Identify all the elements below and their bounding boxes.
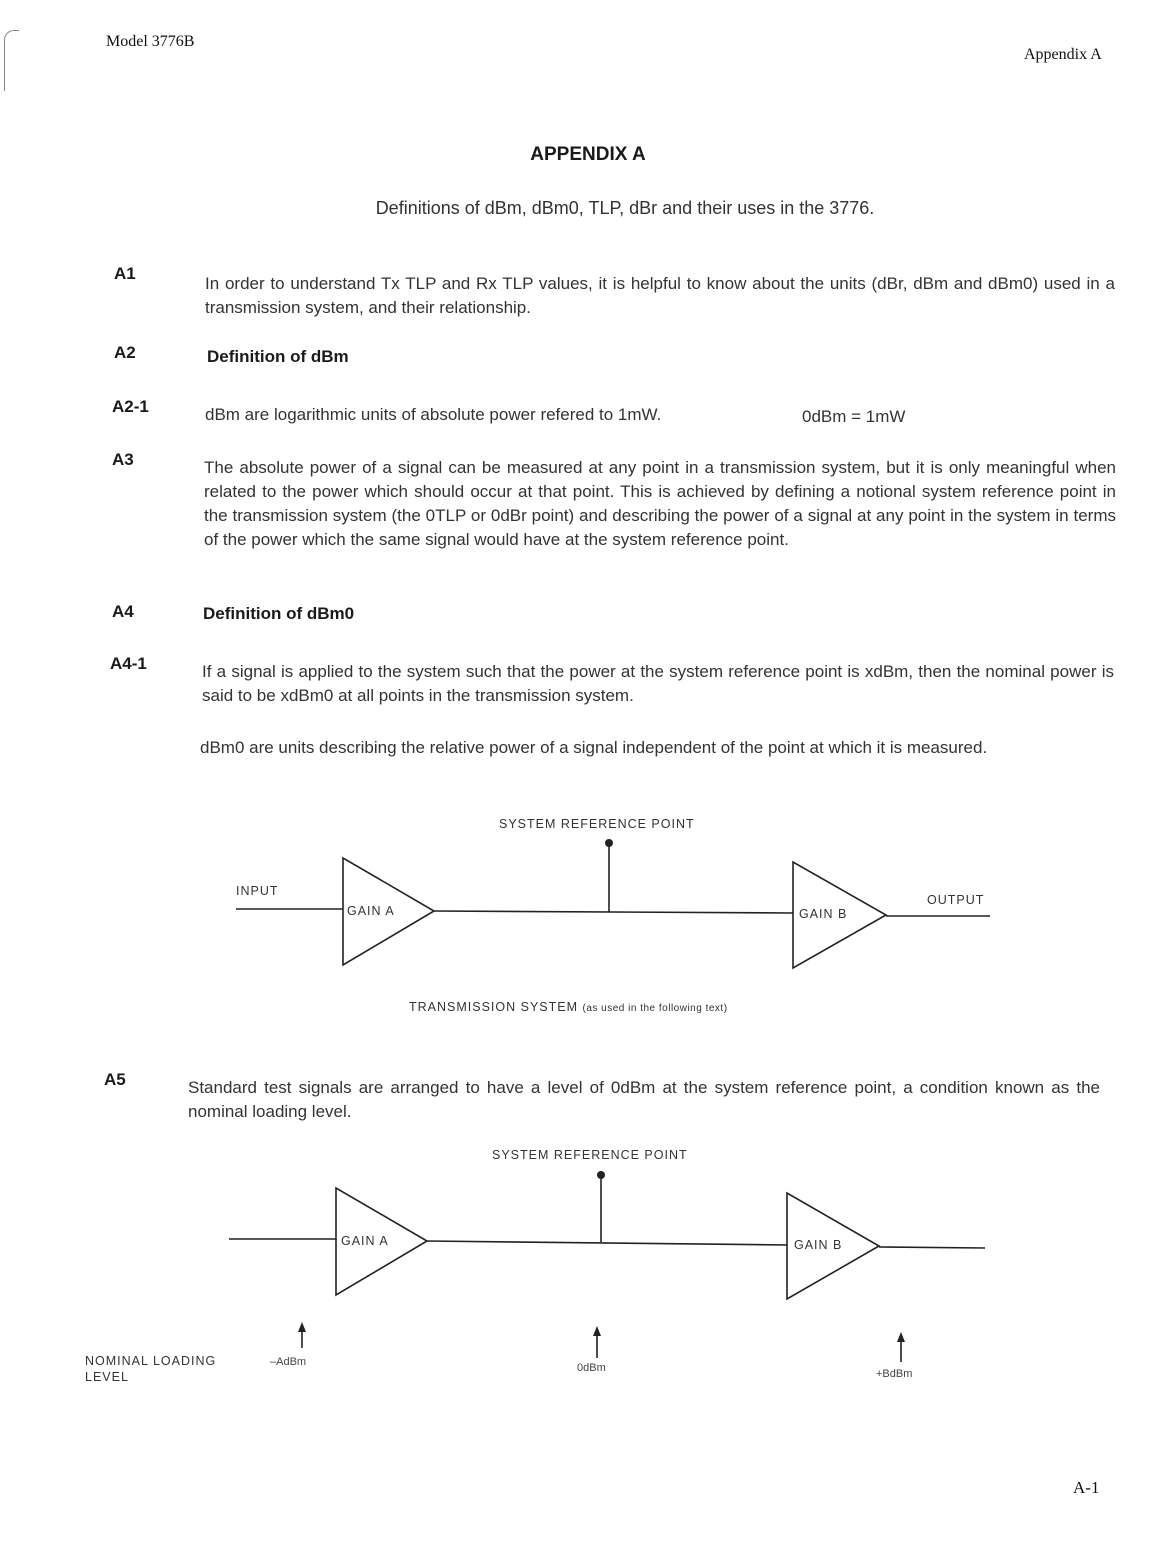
section-a1-text: In order to understand Tx TLP and Rx TLP values, it is helpful to know about the units (dBr, dBm and dBm0) used in a transmission system, and their relationship. (205, 274, 1115, 317)
section-a4-1-text2: dBm0 are units describing the relative power of a signal independent of the point at which it is measured. (200, 738, 988, 757)
section-number-a3: A3 (112, 450, 134, 469)
diagram1-caption-note: (as used in the following text) (582, 1003, 728, 1014)
section-a2-1-formula: 0dBm = 1mW (802, 407, 906, 426)
diagram1-gain-a-label: GAIN A (347, 904, 395, 918)
section-number-a2-1: A2-1 (112, 397, 149, 416)
diagram2-nominal-line1: NOMINAL LOADING (85, 1354, 217, 1368)
section-number-a2: A2 (114, 343, 136, 362)
diagram1-gain-b-label: GAIN B (799, 907, 848, 921)
page-subtitle: Definitions of dBm, dBm0, TLP, dBr and their uses in the 3776. (375, 198, 875, 218)
diagram1-main-line (434, 911, 793, 913)
diagram1-ref-label: SYSTEM REFERENCE POINT (499, 817, 695, 831)
diagram2-level-mid: 0dBm (577, 1362, 606, 1374)
section-number-a1: A1 (114, 264, 136, 283)
section-a4-heading: Definition of dBm0 (203, 604, 355, 623)
diagram2-level-right: +BdBm (876, 1368, 913, 1380)
arrow-mid-head (593, 1326, 601, 1336)
section-number-a5: A5 (104, 1070, 126, 1089)
diagram2-nominal-line2: LEVEL (85, 1370, 129, 1384)
page-title: APPENDIX A (530, 144, 646, 165)
diagram1-caption-main: TRANSMISSION SYSTEM (409, 1000, 579, 1014)
diagram1-caption (409, 1000, 728, 1014)
section-number-a4: A4 (112, 602, 134, 621)
diagram2-level-left: –AdBm (270, 1356, 307, 1368)
section-a2-1-text: dBm are logarithmic units of absolute power refered to 1mW. (205, 405, 662, 424)
section-number-a4-1: A4-1 (110, 654, 147, 673)
diagram2-gain-a-label: GAIN A (341, 1234, 389, 1248)
diagram1-output-label: OUTPUT (927, 893, 985, 907)
section-a2-heading: Definition of dBm (207, 347, 349, 366)
header-appendix: Appendix A (1024, 46, 1102, 63)
section-a4-1-text: If a signal is applied to the system such that the power at the system reference point is xdBm, then the nominal power is said to be xdBm0 at all points in the transmission system. (202, 662, 1114, 705)
diagram2-gain-b-label: GAIN B (794, 1238, 843, 1252)
diagram2-ref-label: SYSTEM REFERENCE POINT (492, 1148, 688, 1162)
diagram2-output-line (879, 1247, 985, 1248)
diagram1-ref-dot (605, 839, 613, 847)
arrow-left-head (298, 1322, 306, 1332)
section-a3-text: The absolute power of a signal can be measured at any point in a transmission system, but it is only meaningful when related to the power which should occur at that point. This is achieved by defining a notional system reference point in the transmission system (the 0TLP or 0dBr point) and describing the power of a signal at any point in the system in terms of the power which the same signal would have at the system reference point. (204, 458, 1116, 549)
header-model: Model 3776B (106, 33, 195, 50)
diagram1-input-label: INPUT (236, 884, 279, 898)
page-number: A-1 (1073, 1478, 1100, 1497)
section-a5-text: Standard test signals are arranged to have a level of 0dBm at the system reference point, a condition known as the nominal loading level. (188, 1078, 1100, 1121)
diagram2-ref-dot (597, 1171, 605, 1179)
diagram2-main-line (427, 1241, 787, 1245)
arrow-right-head (897, 1332, 905, 1342)
